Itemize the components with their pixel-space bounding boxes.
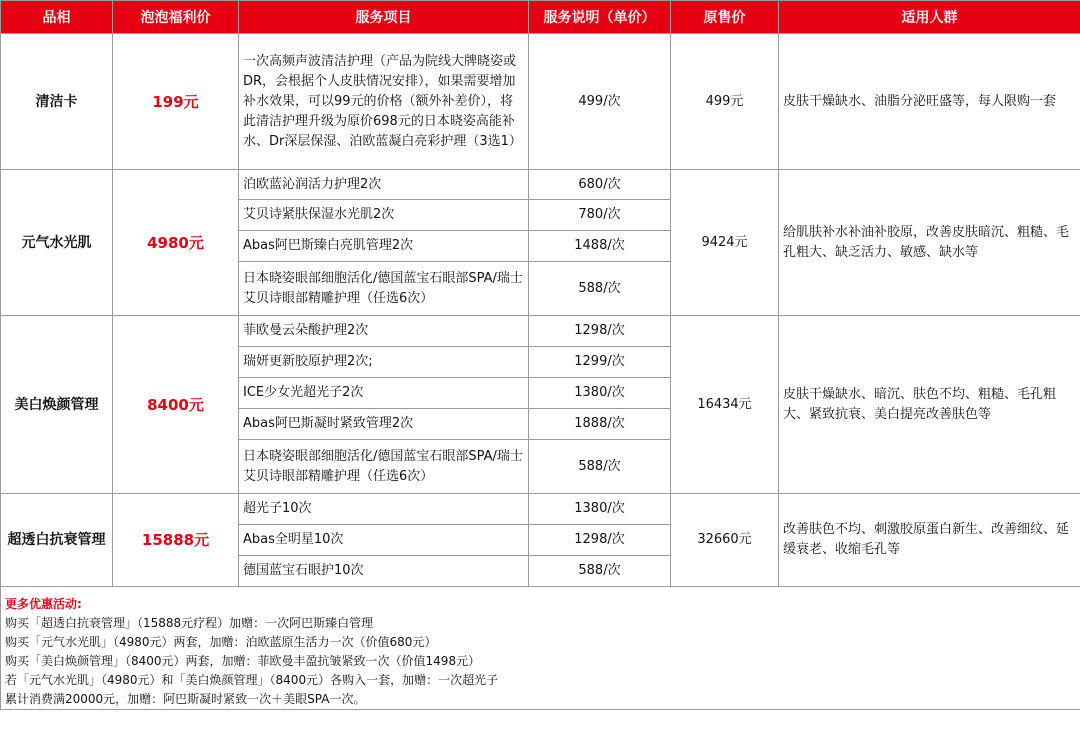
unit-price: 1380/次 (529, 494, 671, 525)
product-name: 超透白抗衰管理 (1, 494, 113, 587)
unit-price: 1488/次 (529, 231, 671, 262)
service-item: 一次高频声波清洁护理（产品为院线大牌晓姿或DR，会根据个人皮肤情况安排），如果需要增加补水效果，可以99元的价格（额外补差价），将此清洁护理升级为原价698元的日本晓姿高能补水、Dr深层保湿、泊欧蓝凝白亮彩护理（3选1） (239, 34, 529, 170)
table-row (1, 170, 1080, 200)
promo-line: 若「元气水光肌」（4980元）和「美白焕颜管理」（8400元）各购入一套，加赠：一次超光子 (5, 673, 499, 687)
promo-line: 购买「元气水光肌」（4980元）两套，加赠：泊欧蓝原生活力一次（价值680元） (5, 635, 437, 649)
header-original-price: 原售价 (671, 1, 779, 34)
promo-line: 购买「美白焕颜管理」（8400元）两套，加赠：菲欧曼丰盈抗皱紧致一次（价值1498元） (5, 654, 481, 668)
promo-row (1, 587, 1080, 710)
target-group: 改善肤色不均、刺激胶原蛋白新生、改善细纹、延缓衰老、收缩毛孔等 (779, 494, 1080, 587)
header-service: 服务项目 (239, 1, 529, 34)
table-row (1, 316, 1080, 347)
table-row (1, 34, 1080, 170)
original-price: 9424元 (671, 170, 779, 316)
unit-price: 588/次 (529, 262, 671, 316)
service-item: ICE少女光超光子2次 (239, 378, 529, 409)
welfare-price: 4980元 (113, 170, 239, 316)
target-group: 皮肤干燥缺水、油脂分泌旺盛等，每人限购一套 (779, 34, 1080, 170)
service-item: 瑞妍更新胶原护理2次; (239, 347, 529, 378)
target-group: 皮肤干燥缺水、暗沉、肤色不均、粗糙、毛孔粗大、紧致抗衰、美白提亮改善肤色等 (779, 316, 1080, 494)
service-item: 泊欧蓝沁润活力护理2次 (239, 170, 529, 200)
promo-line: 购买「超透白抗衰管理」（15888元疗程）加赠：一次阿巴斯臻白管理 (5, 616, 374, 630)
original-price: 499元 (671, 34, 779, 170)
service-item: Abas全明星10次 (239, 525, 529, 556)
unit-price: 680/次 (529, 170, 671, 200)
product-name: 美白焕颜管理 (1, 316, 113, 494)
header-row (1, 1, 1080, 34)
unit-price: 780/次 (529, 200, 671, 231)
unit-price: 588/次 (529, 440, 671, 494)
unit-price: 588/次 (529, 556, 671, 587)
welfare-price: 8400元 (113, 316, 239, 494)
header-product: 品相 (1, 1, 113, 34)
original-price: 16434元 (671, 316, 779, 494)
header-unit-price: 服务说明（单价） (529, 1, 671, 34)
service-item: 德国蓝宝石眼护10次 (239, 556, 529, 587)
service-item: 日本晓姿眼部细胞活化/德国蓝宝石眼部SPA/瑞士艾贝诗眼部精雕护理（任选6次） (239, 440, 529, 494)
header-target-group: 适用人群 (779, 1, 1080, 34)
target-group: 给肌肤补水补油补胶原，改善皮肤暗沉、粗糙、毛孔粗大、缺乏活力、敏感、缺水等 (779, 170, 1080, 316)
service-item: 艾贝诗紧肤保湿水光肌2次 (239, 200, 529, 231)
service-item: 菲欧曼云朵酸护理2次 (239, 316, 529, 347)
product-name: 元气水光肌 (1, 170, 113, 316)
unit-price: 1380/次 (529, 378, 671, 409)
unit-price: 1888/次 (529, 409, 671, 440)
promo-line: 累计消费满20000元，加赠：阿巴斯凝时紧致一次＋美眼SPA一次。 (5, 692, 366, 706)
unit-price: 1299/次 (529, 347, 671, 378)
table-row (1, 494, 1080, 525)
unit-price: 1298/次 (529, 316, 671, 347)
service-item: Abas阿巴斯凝时紧致管理2次 (239, 409, 529, 440)
welfare-price: 199元 (113, 34, 239, 170)
unit-price: 1298/次 (529, 525, 671, 556)
header-welfare-price: 泡泡福利价 (113, 1, 239, 34)
product-name: 清洁卡 (1, 34, 113, 170)
service-item: Abas阿巴斯臻白亮肌管理2次 (239, 231, 529, 262)
unit-price: 499/次 (529, 34, 671, 170)
promo-section (1, 587, 1080, 710)
original-price: 32660元 (671, 494, 779, 587)
welfare-price: 15888元 (113, 494, 239, 587)
service-item: 超光子10次 (239, 494, 529, 525)
promo-title: 更多优惠活动: (5, 597, 82, 611)
service-item: 日本晓姿眼部细胞活化/德国蓝宝石眼部SPA/瑞士艾贝诗眼部精雕护理（任选6次） (239, 262, 529, 316)
